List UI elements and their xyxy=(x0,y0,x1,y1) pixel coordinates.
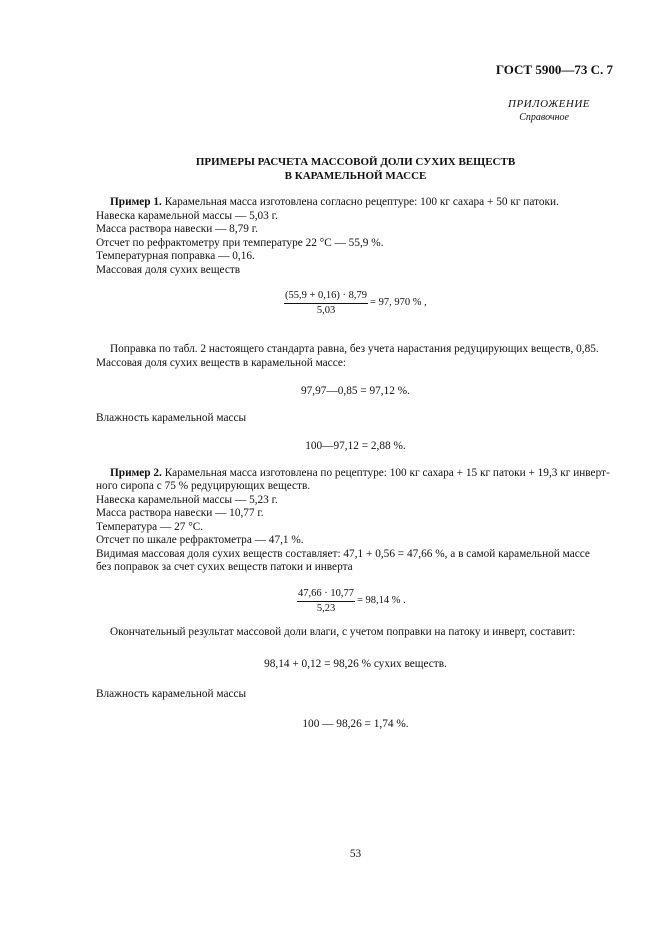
example2-line: Отсчет по шкале рефрактометра — 47,1 %. xyxy=(96,534,304,546)
example1-line: Навеска карамельной массы — 5,03 г. xyxy=(96,210,278,222)
example2-intro xyxy=(110,467,610,481)
page-number: 53 xyxy=(349,848,362,860)
reference-label: Справочное xyxy=(519,112,569,123)
example1-intro xyxy=(110,196,559,210)
formula-result: = 97, 970 % , xyxy=(370,297,427,309)
example1-mass-fraction-label: Массовая доля сухих веществ в карамельной массе: xyxy=(96,357,346,369)
example2-visible: Видимая массовая доля сухих веществ составляет: 47,1 + 0,56 = 47,66 %, а в самой карамельной массе xyxy=(96,548,590,560)
example1-label: Пример 1. xyxy=(110,196,162,208)
example2-intro-cont: ного сиропа с 75 % редуцирующих веществ. xyxy=(96,480,311,492)
formula-result: = 98,14 % . xyxy=(357,595,406,607)
denominator: 5,03 xyxy=(316,304,336,316)
example1-moisture-calc: 100—97,12 = 2,88 %. xyxy=(305,440,406,452)
example2-line: Масса раствора навески — 10,77 г. xyxy=(96,507,264,519)
example2-moisture-calc: 100 — 98,26 = 1,74 %. xyxy=(302,718,409,730)
example2-intro-text: Карамельная масса изготовлена по рецептуре: 100 кг сахара + 15 кг патоки + 19,3 кг инверт- xyxy=(164,467,610,479)
example2-final-label: Окончательный результат массовой доли влаги, с учетом поправки на патоку и инверт, составит: xyxy=(110,626,576,638)
example1-line: Массовая доля сухих веществ xyxy=(96,264,241,276)
example1-mass-fraction-calc: 97,97—0,85 = 97,12 %. xyxy=(301,385,410,397)
example2-final-calc: 98,14 + 0,12 = 98,26 % сухих веществ. xyxy=(264,658,447,670)
example2-moisture-label: Влажность карамельной массы xyxy=(96,688,247,700)
example2-formula xyxy=(297,587,406,615)
standard-header: ГОСТ 5900—73 С. 7 xyxy=(495,62,613,77)
title-line-1: ПРИМЕРЫ РАСЧЕТА МАССОВОЙ ДОЛИ СУХИХ ВЕЩЕСТВ xyxy=(195,156,516,168)
example2-visible-cont: без поправок за счет сухих веществ патоки и инверта xyxy=(96,561,353,573)
example1-line: Масса раствора навески — 8,79 г. xyxy=(96,223,258,235)
example2-label: Пример 2. xyxy=(110,467,162,479)
example1-intro-text: Карамельная масса изготовлена согласно рецептуре: 100 кг сахара + 50 кг патоки. xyxy=(164,196,559,208)
appendix-label: ПРИЛОЖЕНИЕ xyxy=(508,98,590,110)
example1-line: Отсчет по рефрактометру при температуре 22 °С — 55,9 %. xyxy=(96,237,384,249)
example1-moisture-label: Влажность карамельной массы xyxy=(96,412,247,424)
example2-line: Температура — 27 °С. xyxy=(96,521,204,533)
denominator: 5,23 xyxy=(316,602,336,614)
example1-line: Температурная поправка — 0,16. xyxy=(96,250,255,262)
example1-correction: Поправка по табл. 2 настоящего стандарта равна, без учета нарастания редуцирующих веществ, 0,85. xyxy=(110,343,599,355)
example1-formula xyxy=(284,289,427,317)
numerator: (55,9 + 0,16) · 8,79 xyxy=(284,289,368,304)
numerator: 47,66 · 10,77 xyxy=(297,587,355,602)
title-line-2: В КАРАМЕЛЬНОЙ МАССЕ xyxy=(284,170,427,182)
example2-line: Навеска карамельной массы — 5,23 г. xyxy=(96,494,278,506)
